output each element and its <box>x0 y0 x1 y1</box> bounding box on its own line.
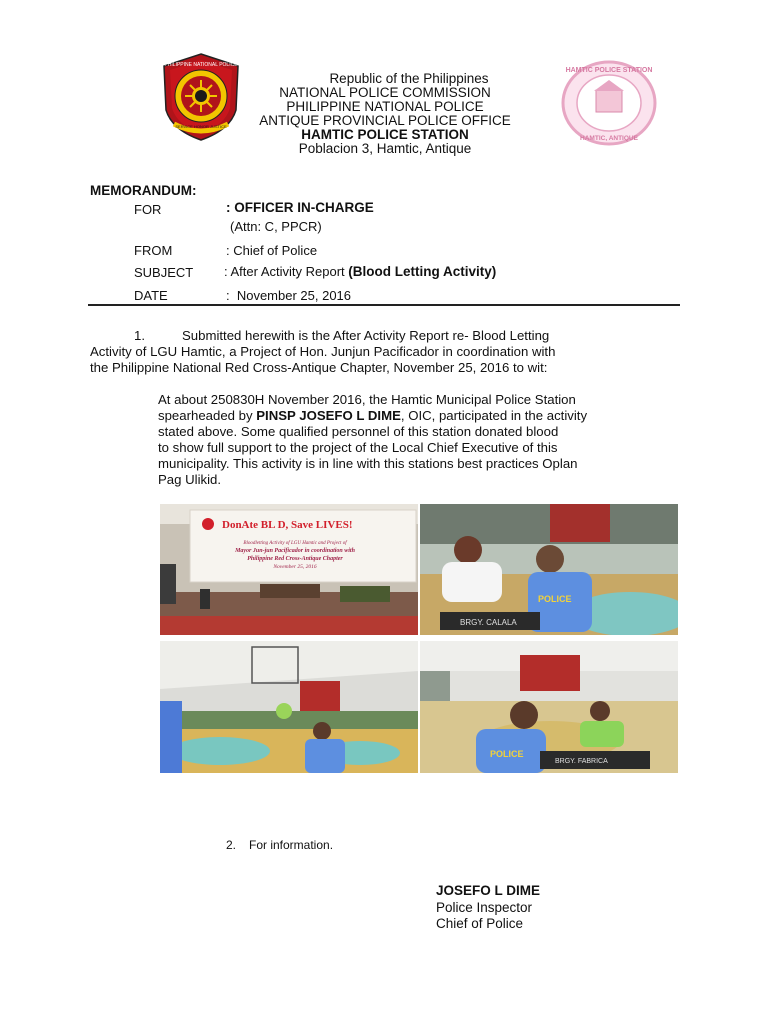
from-value: : Chief of Police <box>226 243 318 258</box>
signatory-position: Chief of Police <box>436 916 524 931</box>
banner-line2: Mayor Jun-jun Pacificador in coordination with <box>235 548 355 554</box>
pnp-line: PHILIPPINE NATIONAL POLICE <box>286 99 484 114</box>
pnp-seal-text: PHILIPPINE NATIONAL POLICE <box>164 62 238 68</box>
photo-banner <box>160 504 418 635</box>
signatory-rank: Police Inspector <box>436 900 533 915</box>
memo-title: MEMORANDUM: <box>90 183 197 198</box>
para2-line1: At about 250830H November 2016, the Hamtic Municipal Police Station <box>158 392 576 407</box>
para1-line1: Submitted herewith is the After Activity Report re- Blood Letting <box>182 328 550 343</box>
para2-line6: Pag Ulikid. <box>158 472 222 487</box>
banner-title: DonAte BL D, Save LIVES! <box>222 519 353 531</box>
commission-line: NATIONAL POLICE COMMISSION <box>279 85 491 100</box>
republic-line: Republic of the Philippines <box>329 71 489 86</box>
table-sign-1: BRGY. CALALA <box>460 618 517 627</box>
shirt-text-2: POLICE <box>490 749 524 759</box>
date-label: DATE <box>134 288 168 303</box>
subject-bold: (Blood Letting Activity) <box>348 264 497 279</box>
para1-number: 1. <box>134 328 145 343</box>
station-seal-sub: HAMTIC, ANTIQUE <box>580 135 638 142</box>
subject-value: : After Activity Report <box>224 264 345 279</box>
para2-line2-post: , OIC, participated in the activity <box>400 408 588 423</box>
station-line: HAMTIC POLICE STATION <box>301 127 469 142</box>
banner-line3: Philippine Red Cross-Antique Chapter <box>247 556 343 562</box>
para2-line4: to show full support to the project of the Local Chief Executive of this <box>158 440 558 455</box>
banner-line4: November 25, 2016 <box>273 564 317 570</box>
para2-line2-pre: spearheaded by <box>158 408 257 423</box>
para1-line2: Activity of LGU Hamtic, a Project of Hon. Junjun Pacificador in coordination with <box>90 344 556 359</box>
from-label: FROM <box>134 243 173 258</box>
photo-gym-donor <box>420 641 678 773</box>
subject-label: SUBJECT <box>134 265 194 280</box>
photo-blood-pressure <box>420 504 678 635</box>
shirt-text-1: POLICE <box>538 594 572 604</box>
photo-gym-wide <box>160 641 418 773</box>
for-label: FOR <box>134 202 162 217</box>
station-seal-logo <box>560 60 658 146</box>
station-seal-text: HAMTIC POLICE STATION <box>565 67 653 74</box>
para3-text: For information. <box>249 838 334 852</box>
para2-line3: stated above. Some qualified personnel of this station donated blood <box>158 424 559 439</box>
table-sign-2: BRGY. FABRICA <box>555 758 608 765</box>
para3-number: 2. <box>226 838 237 852</box>
for-value: : OFFICER IN-CHARGE <box>226 200 374 215</box>
provincial-line: ANTIQUE PROVINCIAL POLICE OFFICE <box>259 113 511 128</box>
address-line: Poblacion 3, Hamtic, Antique <box>298 141 472 156</box>
pnp-seal-motto: SERVICE HONOR JUSTICE <box>175 124 227 129</box>
para1-line3: the Philippine National Red Cross-Antique Chapter, November 25, 2016 to wit: <box>90 360 548 375</box>
banner-line1: Bloodletting Activity of LGU Hamtic and Project of <box>243 541 347 546</box>
signatory-name: JOSEFO L DIME <box>436 883 541 898</box>
attn-line: (Attn: C, PPCR) <box>230 219 322 234</box>
header-divider <box>88 304 680 306</box>
para2-line5: municipality. This activity is in line with this stations best practices Oplan <box>158 456 578 471</box>
para2-line2 <box>158 408 587 424</box>
letterhead <box>230 72 540 156</box>
subject-line <box>224 264 496 279</box>
date-value: : November 25, 2016 <box>226 288 352 303</box>
para2-officer-name: PINSP JOSEFO L DIME <box>256 408 401 423</box>
